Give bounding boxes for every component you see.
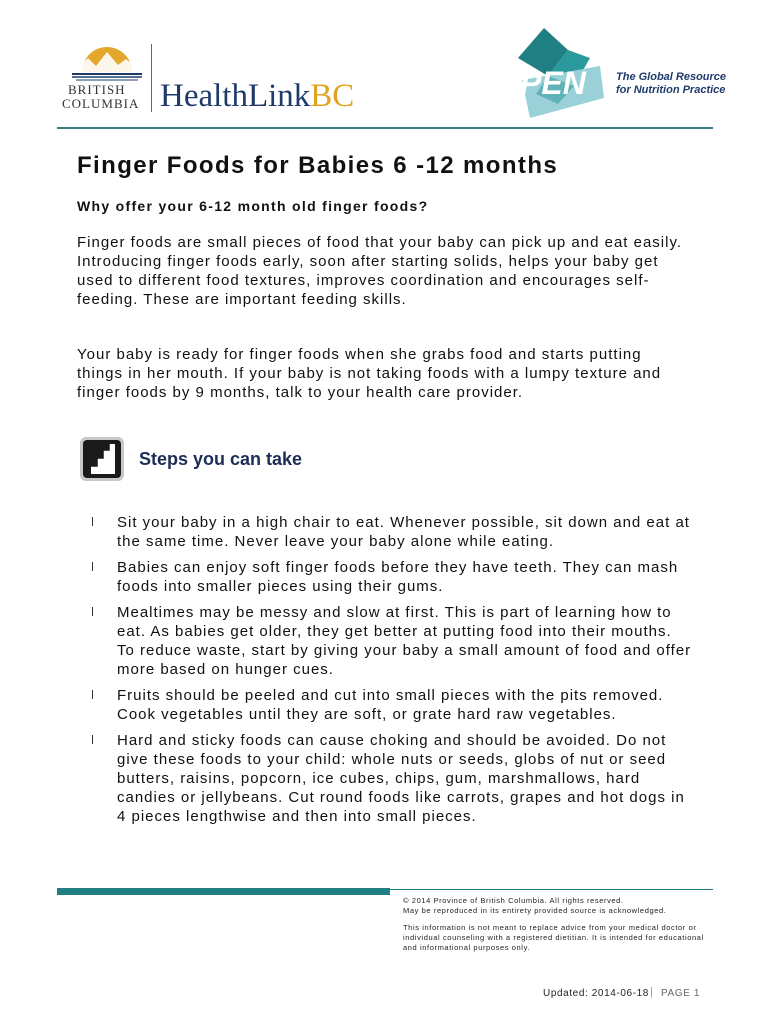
bc-logo-line1: BRITISH bbox=[68, 82, 126, 97]
list-item-text: Fruits should be peeled and cut into small pieces with the pits removed. Cook vegetables until they are soft, or grate hard raw vegetables. bbox=[117, 687, 664, 723]
pen-tagline-line1: The Global Resource bbox=[616, 71, 727, 83]
pen-logo-text: PEN bbox=[520, 65, 586, 101]
copyright-notice: © 2014 Province of British Columbia. All rights reserved. bbox=[403, 896, 624, 905]
healthlink-wordmark: HealthLink bbox=[160, 78, 311, 114]
pen-tagline-line2: for Nutrition Practice bbox=[616, 84, 726, 96]
list-item-text: Mealtimes may be messy and slow at first. This is part of learning how to eat. As babies get older, they get better at putting food into their mouths. To reduce waste, start by giving your baby a small amount of food and offer more based on hunger cues. bbox=[117, 604, 692, 678]
section-subtitle: Why offer your 6-12 month old finger foods? bbox=[77, 198, 429, 214]
pen-logo bbox=[508, 28, 612, 124]
stairs-icon bbox=[79, 436, 125, 482]
pen-tagline bbox=[616, 71, 726, 97]
bullet-marker bbox=[92, 562, 93, 571]
list-item bbox=[92, 513, 692, 551]
bullet-marker bbox=[92, 517, 93, 526]
updated-date: Updated: 2014-06-18 bbox=[543, 988, 649, 999]
list-item bbox=[92, 558, 692, 596]
disclaimer: This information is not meant to replace advice from your medical doctor or individual counseling with a registered dietitian. It is intended for educational and informational purposes only. bbox=[403, 923, 704, 952]
list-item bbox=[92, 686, 692, 724]
list-item-text: Babies can enjoy soft finger foods before they have teeth. They can mash foods into smaller pieces using their gums. bbox=[117, 559, 679, 595]
readiness-paragraph: Your baby is ready for finger foods when she grabs food and starts putting things in her mouth. If your baby is not taking foods with a lumpy texture and finger foods by 9 months, talk to your health care provider. bbox=[77, 346, 662, 401]
intro-paragraph: Finger foods are small pieces of food that your baby can pick up and eat easily. Introducing finger foods early, soon after starting solids, helps your baby get used to different food textures, improves coordination and encourages self-feeding. These are important feeding skills. bbox=[77, 234, 683, 308]
healthlinkbc-logo bbox=[160, 78, 354, 115]
list-item-text: Sit your baby in a high chair to eat. Whenever possible, sit down and eat at the same time. Never leave your baby alone while eating. bbox=[117, 514, 690, 550]
footer-rule bbox=[390, 889, 713, 890]
bullet-marker bbox=[92, 735, 93, 744]
footer-accent-bar bbox=[57, 888, 390, 895]
list-item bbox=[92, 731, 692, 826]
document-title: Finger Foods for Babies 6 -12 months bbox=[77, 152, 559, 179]
steps-list bbox=[92, 513, 692, 833]
steps-heading: Steps you can take bbox=[139, 449, 303, 469]
bullet-marker bbox=[92, 690, 93, 699]
bullet-marker bbox=[92, 607, 93, 616]
list-item bbox=[92, 603, 692, 679]
logo-divider bbox=[151, 44, 152, 112]
page-number: PAGE 1 bbox=[661, 988, 700, 999]
healthlink-bc-suffix: BC bbox=[310, 78, 355, 114]
list-item-text: Hard and sticky foods can cause choking and should be avoided. Do not give these foods to your child: whole nuts or seeds, globs of nut or seed butters, raisins, popcorn, ice cubes, chips, gum, marshmallows, hard candies or jellybeans. Cut round foods like carrots, grapes and hot dogs in 4 pieces lengthwise and then into small pieces. bbox=[117, 732, 685, 825]
bc-logo-line2: COLUMBIA bbox=[62, 96, 140, 111]
header-divider bbox=[57, 127, 713, 129]
reproduction-notice: May be reproduced in its entirety provided source is acknowledged. bbox=[403, 906, 667, 915]
footer-separator: | bbox=[650, 986, 653, 998]
